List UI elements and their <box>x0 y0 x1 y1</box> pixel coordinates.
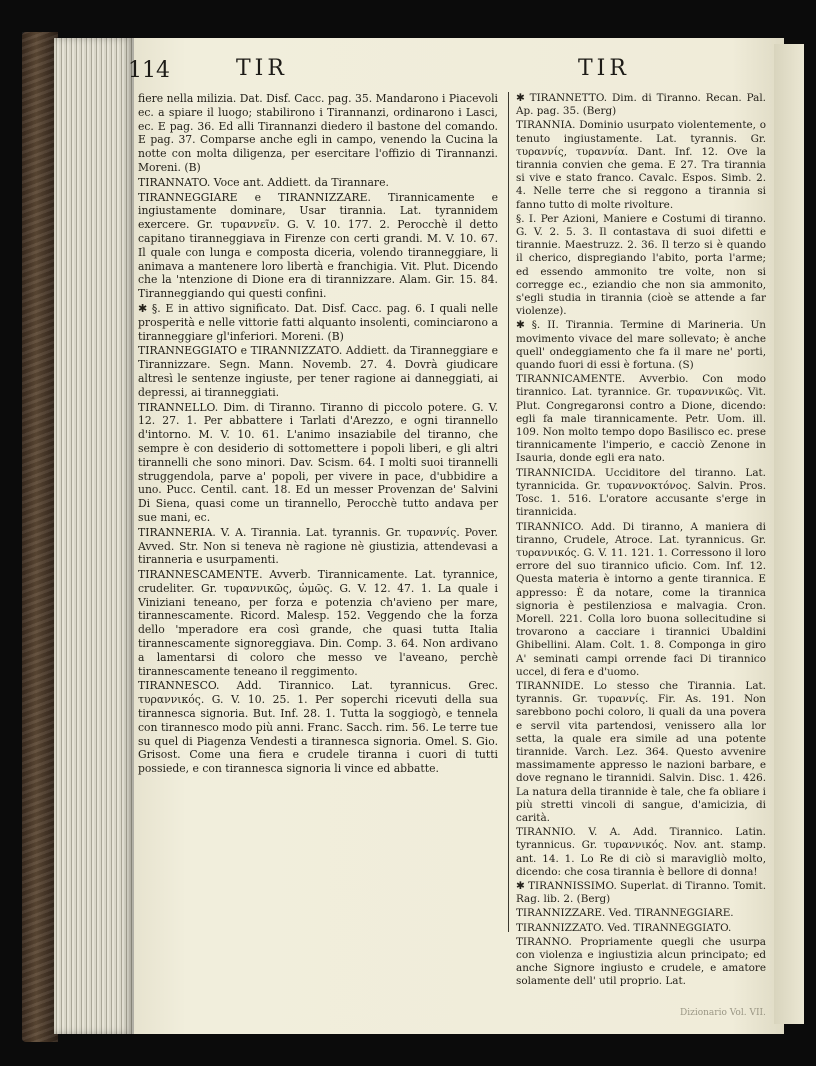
dictionary-entry: TIRANNICAMENTE. Avverbio. Con modo tirannico. Lat. tyrannice. Gr. τυραννικῶς. Vit. Plut. Congregaronsi contro a Dione, dicendo: egli fa male tirannicamente. Petr. Uom. ill. 109. Non molto tempo dopo Basilisco ec. prese tirannicamente l'imperio, e cacciò Zenone in Isauria, donde egli era nato. <box>516 373 766 465</box>
dictionary-entry: ✱ TIRANNETTO. Dim. di Tiranno. Recan. Pal. Ap. pag. 35. (Berg) <box>516 92 766 118</box>
dictionary-entry: TIRANNESCAMENTE. Avverb. Tirannicamente. Lat. tyrannice, crudeliter. Gr. τυραννικῶς, ὠμῶς. G. V. 12. 47. 1. La quale i Viniziani teneano, per forza e potenzia ch'avieno per mare, tirannescamente. Ricord. Malesp. 152. Veggendo che la forza dello 'mperadore era così grande, che quasi tutta Italia tirannescamente signoreggiava. Din. Comp. 3. 64. Non ardivano a lamentarsi di coloro che messo ve l'aveano, perchè tirannescamente teneano il reggimento. <box>138 568 498 678</box>
next-page-edge <box>774 44 804 1024</box>
left-column <box>138 92 498 777</box>
dictionary-entry: TIRANNEGGIATO e TIRANNIZZATO. Addiett. da Tiranneggiare e Tirannizzare. Segn. Mann. Novemb. 27. 4. Dovrà giudicare altresì le sentenze ingiuste, per tener ragione ai danneggiati, ai depressi, ai tiranneggiati. <box>138 344 498 399</box>
dictionary-entry: TIRANNIZZATO. Ved. TIRANNEGGIATO. <box>516 921 732 934</box>
dictionary-entry: TIRANNIDE. Lo stesso che Tirannia. Lat. tyrannis. Gr. τυραννίς. Fir. As. 191. Non sarebbono pochi coloro, li quali da una povera e servil vita partendosi, venissero alla lor setta, la quale era simile ad una potente tirannide. Varch. Lez. 364. Questo avvenire massimamente appresso le nazioni barbare, e dove regnano le tirannidi. Salvin. Disc. 1. 426. La natura della tirannide è tale, che fa obliare i più stretti vincoli di sangue, d'amicizia, di carità. <box>516 679 766 824</box>
running-header-left: TIR <box>236 56 288 81</box>
dictionary-entry: TIRANNO. Propriamente quegli che usurpa con violenza e ingiustizia alcun principato; ed anche Signore ingiusto e crudele, e amatore solamente dell' util proprio. Lat. <box>516 935 766 988</box>
column-divider <box>508 92 509 932</box>
bleed-through-footer: Dizionario Vol. VII. <box>680 1008 766 1018</box>
book-cover <box>22 32 58 1042</box>
page-number: 114 <box>128 58 170 83</box>
dictionary-entry: TIRANNIO. V. A. Add. Tirannico. Latin. tyrannicus. Gr. τυραννικός. Nov. ant. stamp. ant. 14. 1. Lo Re di ciò si maravigliò molto, dicendo: che cosa tirannia è bellore di donna! <box>516 826 766 878</box>
right-column <box>516 92 766 990</box>
page-edges <box>54 38 134 1034</box>
dictionary-entry: TIRANNATO. Voce ant. Addiett. da Tirannare. <box>138 175 389 189</box>
running-header-right: TIR <box>578 56 630 81</box>
dictionary-entry: TIRANNESCO. Add. Tirannico. Lat. tyrannicus. Grec. τυραννικός. G. V. 10. 25. 1. Per soperchi ricevuti della sua tirannesca signoria. But. Inf. 28. 1. Tutta la soggiogò, e tennela con tirannesco modo più anni. Franc. Sacch. rim. 56. Le terre tue su quel di Piagenza Vendesti a tirannesca signoria. Omel. S. Gio. Grisost. Come una fiera e crudele tiranna i cuori di tutti possiede, e con tirannesca signoria li vince ed abbatte. <box>138 679 498 776</box>
dictionary-entry: ✱ TIRANNISSIMO. Superlat. di Tiranno. Tomit. Rag. lib. 2. (Berg) <box>516 879 766 906</box>
dictionary-entry: TIRANNELLO. Dim. di Tiranno. Tiranno di piccolo potere. G. V. 12. 27. 1. Per abbattere i Tarlati d'Arezzo, e ogni tirannello d'intorno. M. V. 10. 61. L'animo insaziabile del tiranno, che sempre è con desiderio di sottomettere i popoli liberi, e gli altri tirannelli che sono minori. Dav. Scism. 64. I molti suoi tirannelli struggendola, parve a' popoli, per vivere in pace, d'ubbidire a uno. Pucc. Centil. cant. 18. Ed un messer Provenzan de' Salvini Di Siena, quasi come un tirannello, Perocchè tutto andava per sue mani, ec. <box>138 400 498 524</box>
dictionary-entry: TIRANNIZZARE. Ved. TIRANNEGGIARE. <box>516 907 734 920</box>
dictionary-entry: TIRANNIA. Dominio usurpato violentemente, o tenuto ingiustamente. Lat. tyrannis. Gr. τυραννίς, τυραννία. Dant. Inf. 12. Ove la tirannia convien che gema. E 27. Tra tirannia si vive e stato franco. Cavalc. Espos. Simb. 2. 4. Nelle terre che si reggono a tirannia si fanno tutto di molte rivolture. <box>516 119 766 211</box>
dictionary-entry: fiere nella milizia. Dat. Disf. Cacc. pag. 35. Mandarono i Piacevoli ec. a spiare il luogo; stabilirono i Tirannanzi, ordinarono i Lasci, ec. E pag. 36. Ed alli Tirannanzi diedero il bastone del comando. E pag. 37. Comparse anche egli in campo, venendo la Cucina la notte con molta diligenza, per esercitare l'offizio di Tirannanzi. Moreni. (B) <box>138 92 498 174</box>
dictionary-entry: ✱ §. E in attivo significato. Dat. Disf. Cacc. pag. 6. I quali nelle prosperità e nelle vittorie fatti alquanto insolenti, cominciarono a tiranneggiare gl'inferiori. Moreni. (B) <box>138 301 498 343</box>
dictionary-entry: ✱ §. II. Tirannia. Termine di Marineria. Un movimento vivace del mare sollevato; è anche quell' ondeggiamento che fa il mare ne' porti, quando fuori di essi è fortuna. (S) <box>516 319 766 372</box>
dictionary-entry: TIRANNICIDA. Ucciditore del tiranno. Lat. tyrannicida. Gr. τυραννοκτόνος. Salvin. Pros. Tosc. 1. 516. L'oratore accusante s'erge in tirannicida. <box>516 466 766 519</box>
dictionary-entry: §. I. Per Azioni, Maniere e Costumi di tiranno. G. V. 2. 5. 3. Il contastava di suoi difetti e tirannie. Maestruzz. 2. 36. Il terzo si è quando il cherico, dispregiando l'abito, porta l'arme; ed essendo ammonito tre volte, non si corregge ec., eziandio che non sia ammonito, s'egli studia in tirannia (cioè se attende a far violenze). <box>516 212 766 318</box>
dictionary-entry: TIRANNERIA. V. A. Tirannia. Lat. tyrannis. Gr. τυραννίς. Pover. Avved. Str. Non si teneva nè ragione nè giustizia, attendevasi a tiranneria e usurpamenti. <box>138 525 498 567</box>
dictionary-entry: TIRANNEGGIARE e TIRANNIZZARE. Tirannicamente e ingiustamente dominare, Usar tirannia. Lat. tyrannidem exercere. Gr. τυραννεῖν. G. V. 10. 177. 2. Perocchè il detto capitano tiranneggiava in Firenze con certi grandi. M. V. 10. 67. Il quale con lunga e composta diceria, volendo tiranneggiare, li animava a mantenere loro libertà e franchigia. Vit. Plut. Dicendo che la 'ntenzione di Dione era di tirannizzare. Alam. Gir. 15. 84. Tiranneggiando qui questi confini. <box>138 190 498 301</box>
dictionary-entry: TIRANNICO. Add. Di tiranno, A maniera di tiranno, Crudele, Atroce. Lat. tyrannicus. Gr. τυραννικός. G. V. 11. 121. 1. Corressono il loro errore del suo tirannico uficio. Com. Inf. 12. Questa materia è intorno a gente tirannica. E appresso: È da notare, come la tirannica signoria è pestilenziosa e malvagia. Cron. Morell. 221. Colla loro buona sollecitudine si trovarono a cacciare i tirannici Ubaldini Ghibellini. Alam. Colt. 1. 8. Componga in giro A' seminati campi orrende faci Di tirannico uccel, di fera e d'uomo. <box>516 520 766 678</box>
